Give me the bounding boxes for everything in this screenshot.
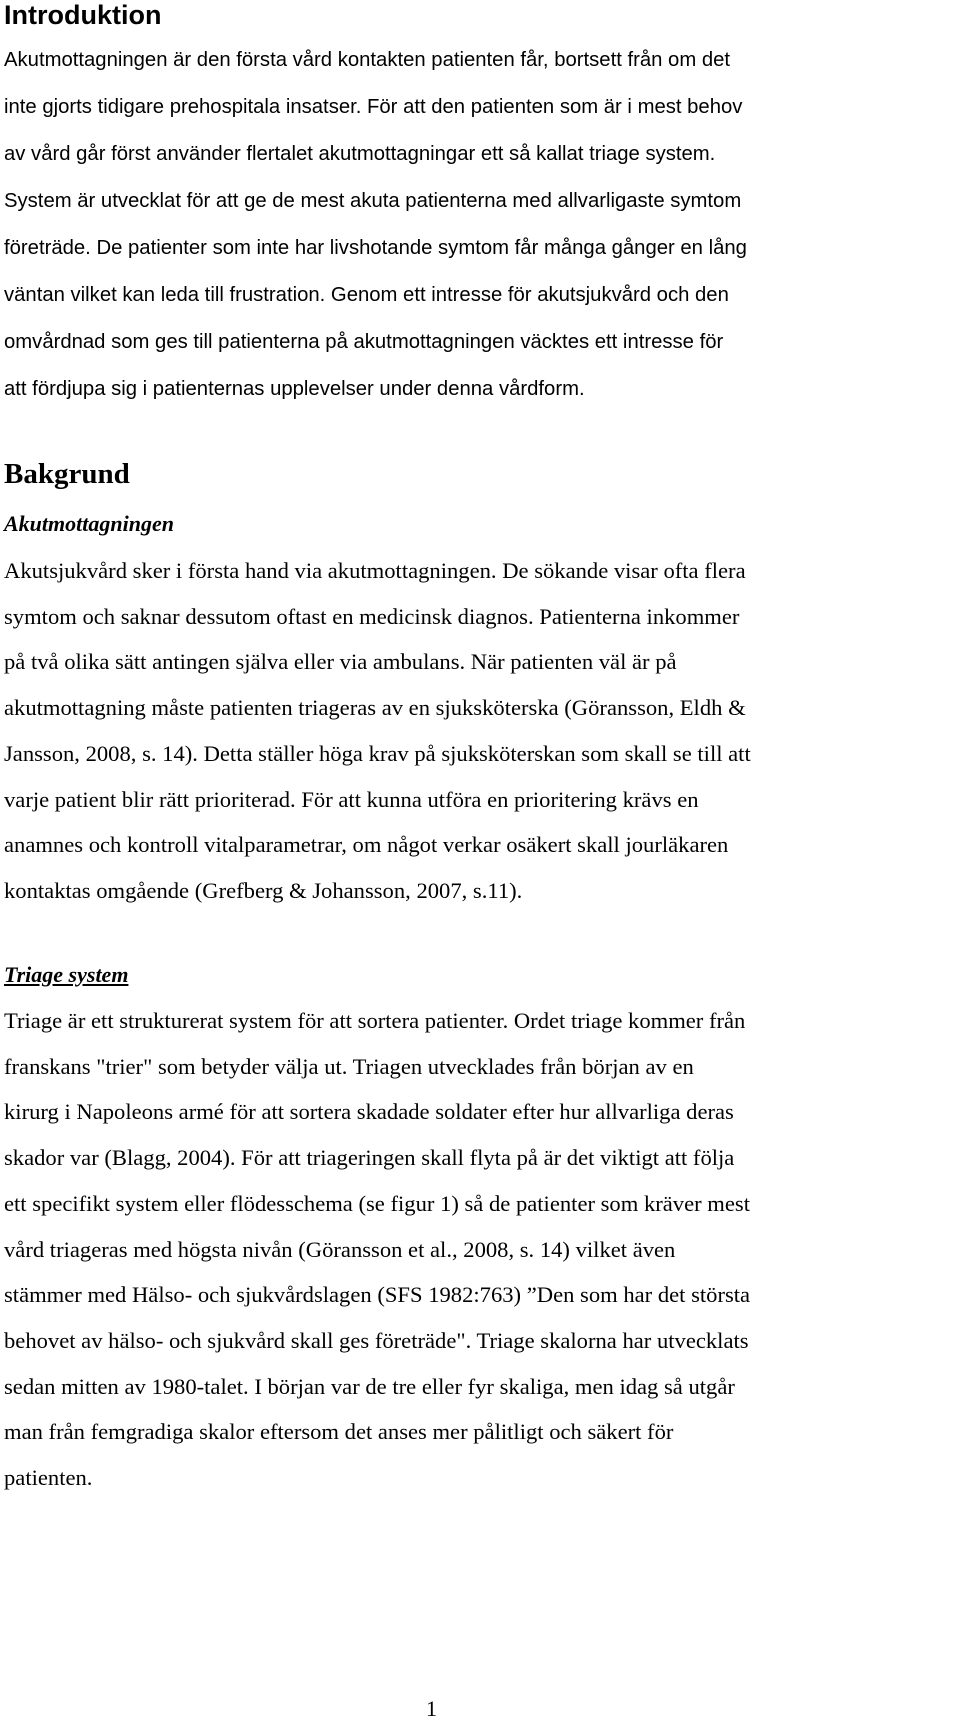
page-number: 1	[426, 1696, 437, 1721]
text-line: sedan mitten av 1980-talet. I början var de tre eller fyr skaliga, men idag så utgår	[4, 1373, 735, 1399]
text-line: inte gjorts tidigare prehospitala insatser. För att den patienten som är i mest behov	[4, 96, 743, 118]
text-line: symtom och saknar dessutom oftast en medicinsk diagnos. Patienterna inkommer	[4, 603, 740, 629]
text-line: Akutmottagningen är den första vård kontakten patienten får, bortsett från om det	[4, 49, 731, 71]
text-line: vård triageras med högsta nivån (Göransson et al., 2008, s. 14) vilket även	[4, 1236, 676, 1262]
text-line: franskans "trier" som betyder välja ut. Triagen utvecklades från början av en	[4, 1053, 694, 1079]
paragraph-triage-system	[4, 998, 944, 1501]
text-line: att fördjupa sig i patienternas upplevelser under denna vårdform.	[4, 378, 585, 400]
text-line: företräde. De patienter som inte har livshotande symtom får många gånger en lång	[4, 237, 747, 259]
text-line: skador var (Blagg, 2004). För att triageringen skall flyta på är det viktigt att följa	[4, 1145, 735, 1171]
text-line: varje patient blir rätt prioriterad. För att kunna utföra en prioritering krävs en	[4, 786, 699, 812]
text-line: patienten.	[4, 1465, 93, 1491]
text-line: anamnes och kontroll vitalparametrar, om något verkar osäkert skall jourläkaren	[4, 832, 729, 858]
paragraph-akutmottagningen	[4, 548, 944, 914]
text-line: akutmottagning måste patienten triageras av en sjuksköterska (Göransson, Eldh &	[4, 695, 746, 721]
text-line: kontaktas omgående (Grefberg & Johansson, 2007, s.11).	[4, 877, 523, 903]
subheading-triage-system: Triage system	[4, 962, 129, 987]
text-line: Jansson, 2008, s. 14). Detta ställer höga krav på sjuksköterskan som skall se till att	[4, 740, 751, 766]
text-line: ett specifikt system eller flödesschema (se figur 1) så de patienter som kräver mest	[4, 1190, 750, 1216]
heading-bakgrund: Bakgrund	[4, 458, 130, 490]
heading-introduktion: Introduktion	[4, 0, 162, 30]
text-line: på två olika sätt antingen själva eller via ambulans. När patienten väl är på	[4, 649, 677, 675]
paragraph-introduktion	[4, 37, 944, 413]
text-line: man från femgradiga skalor eftersom det anses mer pålitligt och säkert för	[4, 1419, 674, 1445]
text-line: omvårdnad som ges till patienterna på akutmottagningen väcktes ett intresse för	[4, 331, 724, 353]
text-line: behovet av hälso- och sjukvård skall ges företräde". Triage skalorna har utvecklats	[4, 1327, 749, 1353]
text-line: kirurg i Napoleons armé för att sortera skadade soldater efter hur allvarliga deras	[4, 1099, 734, 1125]
text-line: väntan vilket kan leda till frustration. Genom ett intresse för akutsjukvård och den	[4, 284, 729, 306]
text-line: av vård går först använder flertalet akutmottagningar ett så kallat triage system.	[4, 143, 716, 165]
text-line: System är utvecklat för att ge de mest akuta patienterna med allvarligaste symtom	[4, 190, 742, 212]
text-line: Triage är ett strukturerat system för att sortera patienter. Ordet triage kommer från	[4, 1008, 746, 1033]
text-line: Akutsjukvård sker i första hand via akutmottagningen. De sökande visar ofta flera	[4, 558, 746, 583]
subheading-akutmottagningen: Akutmottagningen	[4, 511, 174, 536]
text-line: stämmer med Hälso- och sjukvårdslagen (SFS 1982:763) ”Den som har det största	[4, 1282, 751, 1308]
